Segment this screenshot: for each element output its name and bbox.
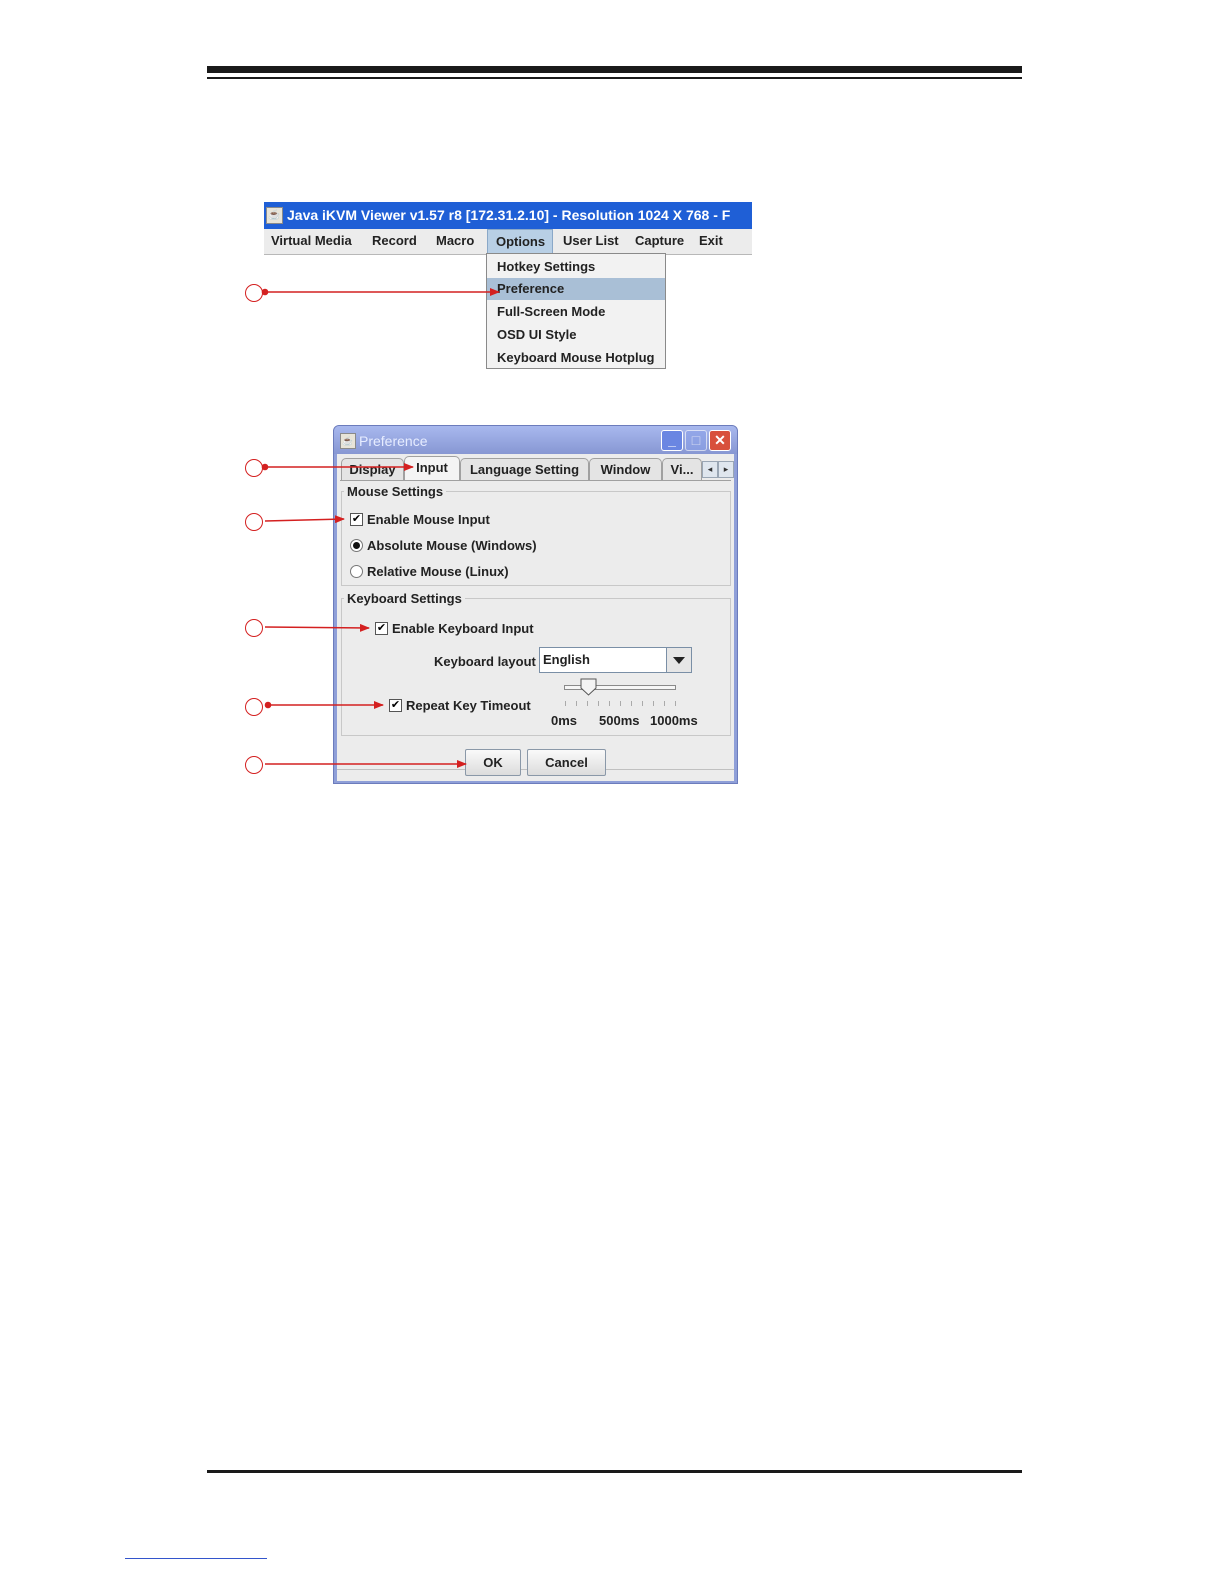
menu-bar [264,229,752,255]
footer-rule [207,1470,1022,1473]
callout-circle-keyboard-input [245,619,263,637]
java-icon: ☕ [340,433,356,449]
enable-mouse-checkbox[interactable] [350,513,363,526]
menu-item-keyboard-mouse-hotplug[interactable]: Keyboard Mouse Hotplug [497,350,655,365]
app-title-bar [264,202,752,229]
slider-tick [609,701,610,706]
callout-dot [266,703,271,708]
dialog-body [337,454,734,781]
menu-item-hotkey-settings[interactable]: Hotkey Settings [497,259,596,274]
menu-record[interactable]: Record [372,233,417,248]
slider-tick [598,701,599,706]
java-icon: ☕ [266,207,283,224]
dialog-title-bar[interactable] [334,426,737,454]
absolute-mouse-radio[interactable] [350,539,363,552]
enable-keyboard-label[interactable]: Enable Keyboard Input [392,621,534,636]
keyboard-settings-title: Keyboard Settings [344,591,465,606]
slider-tick [587,701,588,706]
callout-dot [263,290,268,295]
minimize-button[interactable]: _ [661,430,683,451]
slider-tick [565,701,566,706]
slider-tick [620,701,621,706]
options-dropdown [486,253,666,369]
keyboard-layout-label: Keyboard layout [434,654,536,669]
slider-tick [631,701,632,706]
enable-keyboard-checkbox[interactable] [375,622,388,635]
slider-label-mid: 500ms [599,713,640,728]
menu-macro[interactable]: Macro [436,233,475,248]
slider-tick [675,701,676,706]
tab-language-setting[interactable]: Language Setting [460,458,589,480]
tab-window[interactable]: Window [589,458,662,480]
footnote-line [125,1558,267,1559]
repeat-key-checkbox[interactable] [389,699,402,712]
ok-button[interactable]: OK [465,749,521,776]
repeat-timeout-slider-thumb[interactable] [580,678,598,697]
preference-dialog [333,425,738,784]
menu-virtual-media[interactable]: Virtual Media [271,233,352,248]
check-icon: ✔ [390,699,401,711]
absolute-mouse-label[interactable]: Absolute Mouse (Windows) [367,538,537,553]
tab-input[interactable]: Input [404,456,460,481]
callout-circle-ok [245,756,263,774]
slider-tick [664,701,665,706]
mouse-settings-title: Mouse Settings [344,484,446,499]
menu-exit[interactable]: Exit [699,233,723,248]
tab-divider [340,480,731,481]
header-rule-thin [207,77,1022,79]
menu-capture[interactable]: Capture [635,233,685,248]
menu-item-full-screen-mode[interactable]: Full-Screen Mode [497,304,606,319]
menu-item-preference[interactable]: Preference [487,278,665,300]
chevron-down-icon[interactable] [666,648,691,672]
enable-mouse-label[interactable]: Enable Mouse Input [367,512,490,527]
menu-options[interactable]: Options [487,229,553,254]
relative-mouse-label[interactable]: Relative Mouse (Linux) [367,564,509,579]
callout-circle-input-tab [245,459,263,477]
tab-display[interactable]: Display [341,458,404,480]
menu-user-list[interactable]: User List [563,233,619,248]
app-title: Java iKVM Viewer v1.57 r8 [172.31.2.10] - Resolution 1024 X 768 - F [287,207,731,223]
cancel-button[interactable]: Cancel [527,749,606,776]
tab-scroll-right-icon[interactable]: ▸ [718,461,734,478]
slider-tick [576,701,577,706]
slider-tick [642,701,643,706]
dialog-title: Preference [359,433,428,449]
tab-scroll-left-icon[interactable]: ◂ [702,461,718,478]
keyboard-layout-value: English [543,652,590,667]
repeat-key-label[interactable]: Repeat Key Timeout [406,698,531,713]
close-button[interactable]: ✕ [709,430,731,451]
check-icon: ✔ [376,622,387,634]
slider-label-max: 1000ms [650,713,698,728]
callout-dot [263,465,268,470]
relative-mouse-radio[interactable] [350,565,363,578]
menu-item-osd-ui-style[interactable]: OSD UI Style [497,327,577,342]
tab-more[interactable]: Vi... [662,458,702,480]
maximize-button[interactable]: □ [685,430,707,451]
slider-tick [653,701,654,706]
keyboard-layout-select[interactable] [539,647,692,673]
radio-selected-dot [353,542,360,549]
header-rule-thick [207,66,1022,73]
check-icon: ✔ [351,513,362,525]
callout-circle-mouse-input [245,513,263,531]
slider-label-min: 0ms [551,713,578,728]
callout-circle-preference [245,284,263,302]
callout-circle-repeat-key [245,698,263,716]
